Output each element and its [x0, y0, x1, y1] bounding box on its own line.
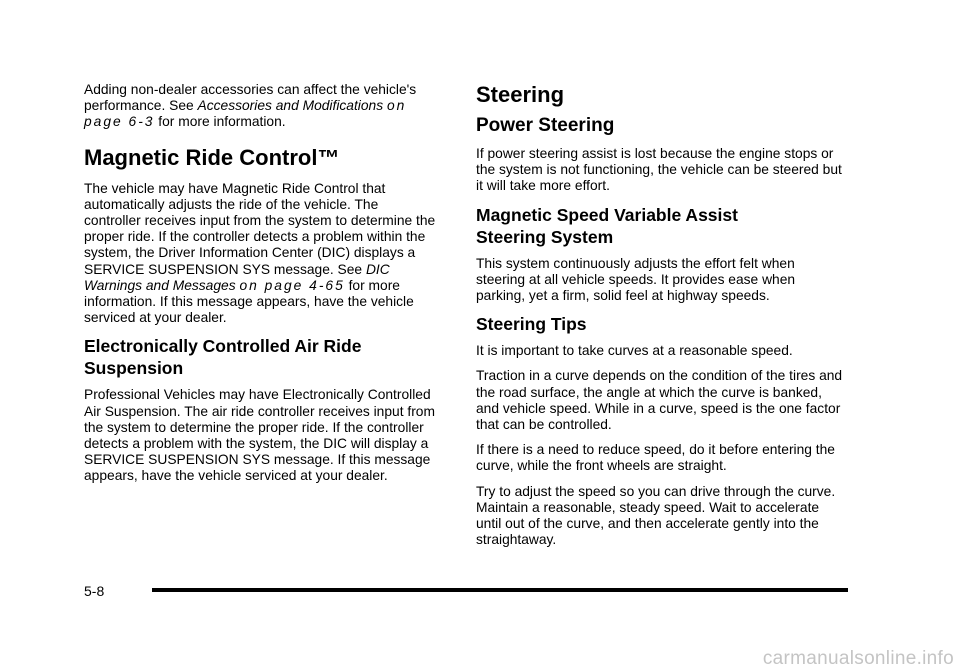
right-column — [476, 82, 846, 557]
steering-tips-paragraph-2: Traction in a curve depends on the condition of the tires and the road surface, the angle at which the curve is banked, and vehicle speed. While in a curve, speed is the one factor that can be controlled. — [476, 368, 843, 433]
magnetic-ride-text: The vehicle may have Magnetic Ride Control that automatically adjusts the ride of the vehicle. The controller receives input from the system to determine the proper ride. If the controller detects a problem within the system, the Driver Information Center (DIC) displays a SERVICE SUSPENSION SYS message. See — [84, 180, 436, 277]
dic-warnings-page-reference[interactable]: on page 4-65 — [239, 277, 345, 293]
accessories-reference-link[interactable]: Accessories and Modifications — [197, 98, 384, 114]
air-ride-heading-line2: Suspension — [84, 358, 184, 379]
msva-heading-line2: Steering System — [476, 226, 614, 247]
magnetic-ride-paragraph — [84, 181, 436, 327]
left-column — [84, 82, 436, 494]
magnetic-ride-heading: Magnetic Ride Control™ — [84, 144, 340, 170]
air-ride-heading — [84, 335, 436, 379]
intro-text-end: for more information. — [154, 114, 286, 130]
accessories-page-reference[interactable]: on page 6-3 — [84, 98, 407, 130]
magnetic-ride-text-end: for more information. If this message appears, have the vehicle serviced at your dealer. — [84, 277, 414, 326]
dic-warnings-reference-link[interactable]: DIC Warnings and Messages — [84, 261, 390, 293]
steering-tips-heading: Steering Tips — [476, 314, 587, 335]
intro-paragraph — [84, 82, 436, 131]
steering-tips-paragraph-1: It is important to take curves at a reasonable speed. — [476, 343, 793, 359]
msva-paragraph: This system continuously adjusts the effort felt when steering at all vehicle speeds. It provides ease when parking, yet a firm, solid feel at highway speeds. — [476, 255, 796, 304]
watermark: carmanualsonline.info — [762, 648, 954, 669]
page-number: 5-8 — [84, 583, 105, 599]
air-ride-paragraph: Professional Vehicles may have Electronically Controlled Air Suspension. The air ride controller receives input from the system to determine the proper ride. If the controller detects a problem with the system, the DIC will display a SERVICE SUSPENSION SYS message. If this message appears, have the vehicle serviced at your dealer. — [84, 387, 435, 484]
steering-heading: Steering — [476, 82, 565, 107]
msva-heading-line1: Magnetic Speed Variable Assist — [476, 204, 738, 225]
steering-tips-paragraph-3: If there is a need to reduce speed, do it before entering the curve, while the front wheels are straight. — [476, 442, 835, 474]
air-ride-heading-line1: Electronically Controlled Air Ride — [84, 336, 362, 357]
power-steering-heading: Power Steering — [476, 115, 615, 136]
intro-text: Adding non-dealer accessories can affect the vehicle's performance. See — [84, 82, 417, 114]
msva-heading — [476, 204, 846, 248]
power-steering-paragraph: If power steering assist is lost because the engine stops or the system is not functioning, the vehicle can be steered but it will take more effort. — [476, 146, 842, 194]
steering-tips-paragraph-4: Try to adjust the speed so you can drive through the curve. Maintain a reasonable, steady speed. Wait to accelerate until out of the curve, and then accelerate gently into the straightaway. — [476, 483, 836, 548]
footer-divider — [152, 588, 848, 592]
